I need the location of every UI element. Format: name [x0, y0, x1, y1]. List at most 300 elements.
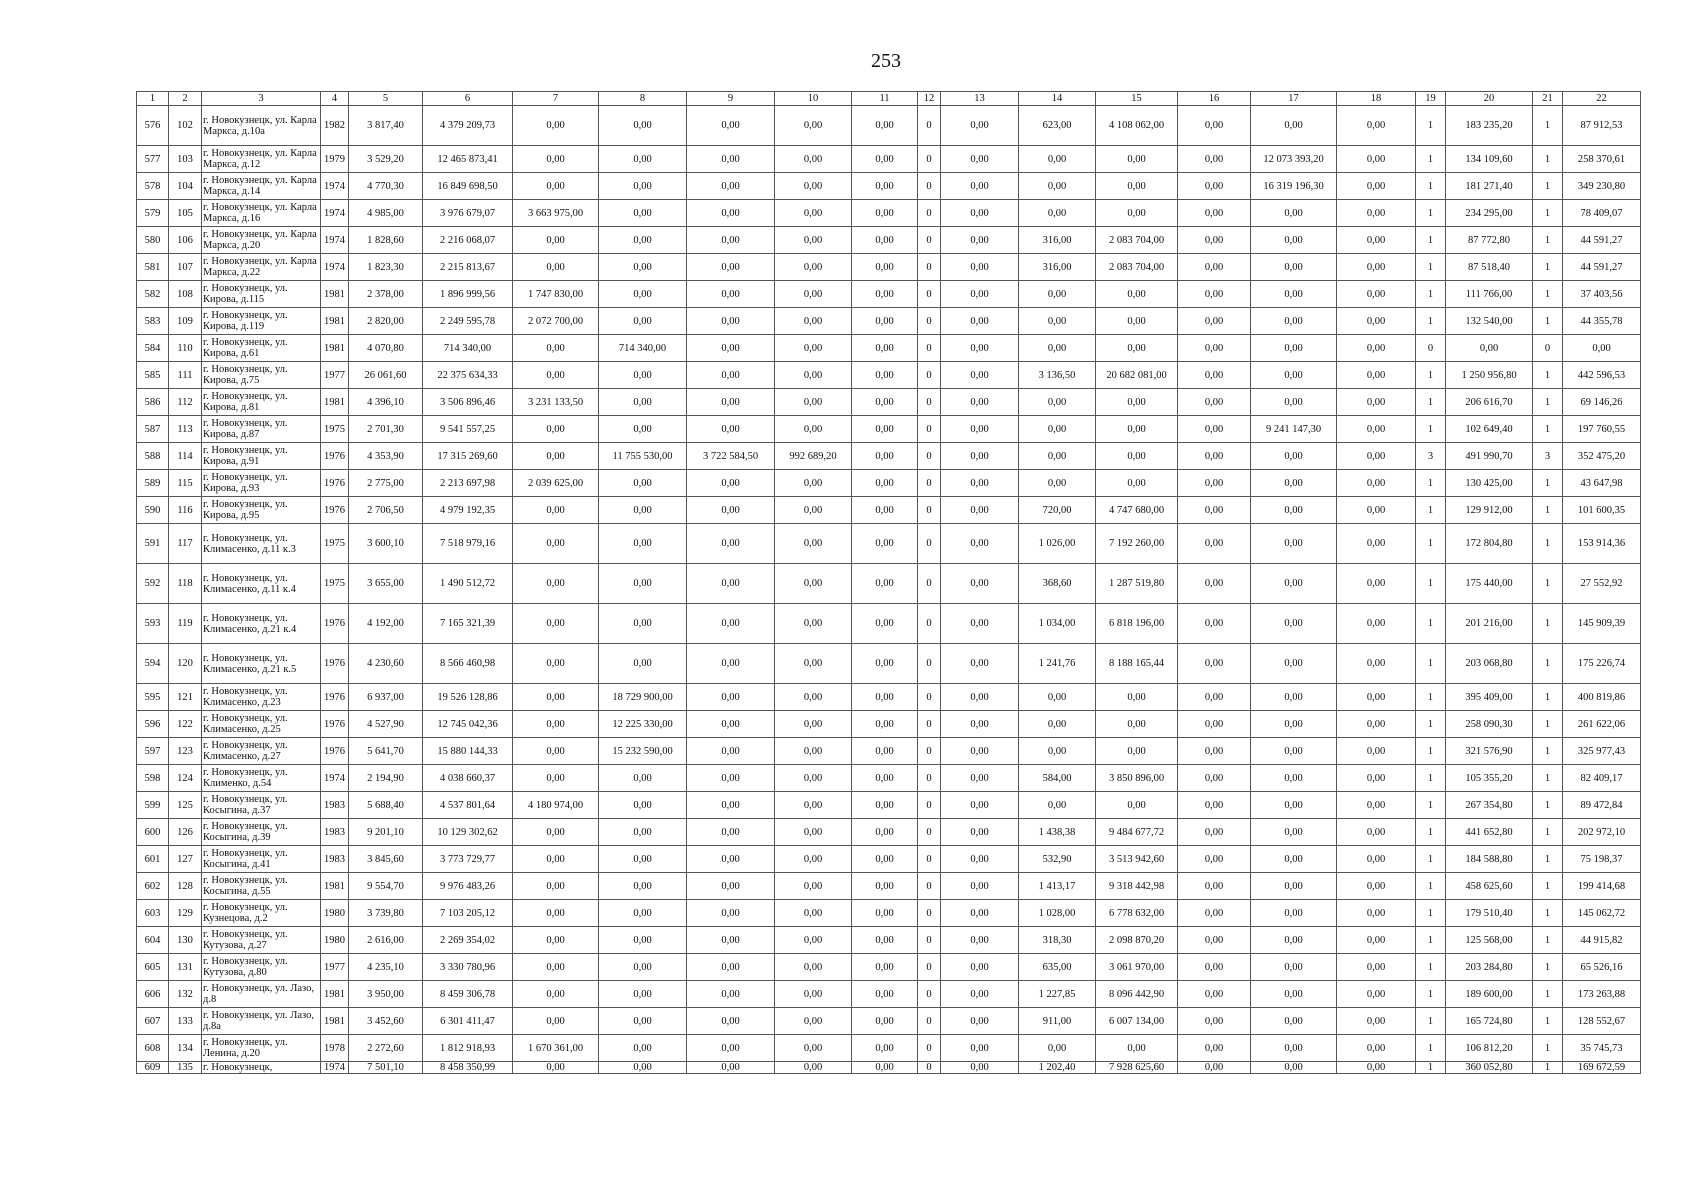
table-cell: 4 038 660,37: [423, 765, 513, 792]
table-cell: 1: [1533, 227, 1563, 254]
address-cell: г. Новокузнецк, ул. Кирова, д.93: [202, 470, 321, 497]
table-cell: 1: [1533, 497, 1563, 524]
table-cell: 0,00: [1019, 711, 1096, 738]
table-cell: 134 109,60: [1446, 146, 1533, 173]
table-cell: 0,00: [513, 254, 599, 281]
table-cell: 580: [137, 227, 169, 254]
table-cell: 0,00: [599, 927, 687, 954]
table-cell: 8 566 460,98: [423, 644, 513, 684]
table-cell: 0,00: [513, 765, 599, 792]
table-cell: 0,00: [1563, 335, 1641, 362]
table-cell: 0: [918, 106, 941, 146]
table-cell: 5 641,70: [349, 738, 423, 765]
table-cell: 1 202,40: [1019, 1062, 1096, 1074]
table-cell: 0,00: [1096, 146, 1178, 173]
table-cell: 0: [918, 981, 941, 1008]
table-cell: 0,00: [1178, 416, 1251, 443]
table-cell: 1974: [321, 227, 349, 254]
table-cell: 0,00: [775, 900, 852, 927]
table-cell: 0,00: [513, 416, 599, 443]
table-cell: 15 232 590,00: [599, 738, 687, 765]
table-cell: 18 729 900,00: [599, 684, 687, 711]
table-cell: 0,00: [941, 765, 1019, 792]
table-cell: 579: [137, 200, 169, 227]
table-cell: 0: [918, 308, 941, 335]
table-cell: 1: [1416, 1062, 1446, 1074]
table-cell: 532,90: [1019, 846, 1096, 873]
table-cell: 4 979 192,35: [423, 497, 513, 524]
column-header: 15: [1096, 92, 1178, 106]
table-cell: 0,00: [1251, 1008, 1337, 1035]
table-cell: 132: [169, 981, 202, 1008]
table-cell: 0,00: [1251, 524, 1337, 564]
table-cell: 1983: [321, 792, 349, 819]
table-cell: 65 526,16: [1563, 954, 1641, 981]
table-cell: 0,00: [1251, 227, 1337, 254]
table-cell: 173 263,88: [1563, 981, 1641, 1008]
table-cell: 3 663 975,00: [513, 200, 599, 227]
column-header: 2: [169, 92, 202, 106]
column-header: 18: [1337, 92, 1416, 106]
table-body: [137, 106, 1641, 1074]
table-cell: 113: [169, 416, 202, 443]
table-cell: 585: [137, 362, 169, 389]
table-cell: 604: [137, 927, 169, 954]
table-cell: 590: [137, 497, 169, 524]
table-cell: 0,00: [687, 604, 775, 644]
table-cell: 0,00: [941, 1062, 1019, 1074]
table-cell: 0,00: [941, 308, 1019, 335]
table-cell: 0: [918, 738, 941, 765]
table-cell: 0,00: [1178, 1008, 1251, 1035]
address-cell: г. Новокузнецк, ул. Клименко, д.54: [202, 765, 321, 792]
table-cell: 1: [1416, 873, 1446, 900]
table-cell: 1: [1533, 765, 1563, 792]
table-cell: 1: [1416, 927, 1446, 954]
address-cell: г. Новокузнецк, ул. Кирова, д.61: [202, 335, 321, 362]
table-cell: 1981: [321, 1008, 349, 1035]
table-cell: 0,00: [1337, 1062, 1416, 1074]
table-cell: 4 770,30: [349, 173, 423, 200]
table-cell: 1976: [321, 684, 349, 711]
table-cell: 4 230,60: [349, 644, 423, 684]
table-cell: 0,00: [1096, 684, 1178, 711]
column-header: 11: [852, 92, 918, 106]
table-cell: 2 216 068,07: [423, 227, 513, 254]
address-cell: г. Новокузнецк, ул. Кирова, д.75: [202, 362, 321, 389]
table-cell: 109: [169, 308, 202, 335]
table-cell: 0,00: [1337, 254, 1416, 281]
table-cell: 112: [169, 389, 202, 416]
column-header: 9: [687, 92, 775, 106]
table-cell: 1981: [321, 281, 349, 308]
page-number: 253: [871, 50, 901, 72]
table-cell: 1: [1533, 684, 1563, 711]
table-cell: 0,00: [1251, 308, 1337, 335]
table-cell: 129: [169, 900, 202, 927]
table-cell: 0,00: [1178, 254, 1251, 281]
table-cell: 153 914,36: [1563, 524, 1641, 564]
table-cell: 125 568,00: [1446, 927, 1533, 954]
table-cell: 1: [1533, 146, 1563, 173]
table-cell: 6 818 196,00: [1096, 604, 1178, 644]
table-cell: 0,00: [852, 470, 918, 497]
table-cell: 3 330 780,96: [423, 954, 513, 981]
table-cell: 0,00: [687, 335, 775, 362]
table-cell: 6 937,00: [349, 684, 423, 711]
table-cell: 4 379 209,73: [423, 106, 513, 146]
table-cell: 7 192 260,00: [1096, 524, 1178, 564]
table-cell: 0,00: [941, 1035, 1019, 1062]
table-cell: 0,00: [1337, 738, 1416, 765]
table-cell: 9 554,70: [349, 873, 423, 900]
table-cell: 78 409,07: [1563, 200, 1641, 227]
table-cell: 3 817,40: [349, 106, 423, 146]
table-cell: 0,00: [513, 497, 599, 524]
table-cell: 35 745,73: [1563, 1035, 1641, 1062]
housing-registry-table: [136, 91, 1641, 1074]
table-cell: 1: [1416, 644, 1446, 684]
table-cell: 0,00: [1251, 443, 1337, 470]
table-row: [137, 389, 1641, 416]
table-cell: 27 552,92: [1563, 564, 1641, 604]
table-row: [137, 106, 1641, 146]
table-cell: 1974: [321, 200, 349, 227]
table-row: [137, 227, 1641, 254]
table-cell: 0,00: [1178, 1062, 1251, 1074]
table-cell: 0,00: [1337, 200, 1416, 227]
table-cell: 2 775,00: [349, 470, 423, 497]
table-row: [137, 497, 1641, 524]
table-cell: 1: [1416, 711, 1446, 738]
table-cell: 0: [1533, 335, 1563, 362]
column-header: 22: [1563, 92, 1641, 106]
address-cell: г. Новокузнецк, ул. Ленина, д.20: [202, 1035, 321, 1062]
table-cell: 458 625,60: [1446, 873, 1533, 900]
table-cell: 129 912,00: [1446, 497, 1533, 524]
table-cell: 106 812,20: [1446, 1035, 1533, 1062]
table-cell: 3 739,80: [349, 900, 423, 927]
table-cell: 0,00: [1337, 604, 1416, 644]
table-cell: 0,00: [599, 1035, 687, 1062]
table-cell: 0,00: [1019, 792, 1096, 819]
table-cell: 0,00: [513, 981, 599, 1008]
table-cell: 119: [169, 604, 202, 644]
column-header: 13: [941, 92, 1019, 106]
table-cell: 0,00: [1337, 281, 1416, 308]
table-cell: 3 950,00: [349, 981, 423, 1008]
table-cell: 594: [137, 644, 169, 684]
table-cell: 0,00: [687, 792, 775, 819]
table-cell: 0,00: [599, 564, 687, 604]
table-cell: 4 396,10: [349, 389, 423, 416]
table-row: [137, 1008, 1641, 1035]
table-cell: 0,00: [513, 604, 599, 644]
table-cell: 395 409,00: [1446, 684, 1533, 711]
table-cell: 0,00: [775, 711, 852, 738]
table-cell: 1975: [321, 564, 349, 604]
table-cell: 0,00: [513, 846, 599, 873]
table-cell: 44 915,82: [1563, 927, 1641, 954]
table-cell: 183 235,20: [1446, 106, 1533, 146]
table-cell: 1976: [321, 443, 349, 470]
table-cell: 0: [918, 873, 941, 900]
table-cell: 0,00: [599, 873, 687, 900]
table-cell: 0,00: [513, 524, 599, 564]
table-cell: 368,60: [1019, 564, 1096, 604]
table-cell: 0,00: [599, 900, 687, 927]
table-row: [137, 792, 1641, 819]
table-cell: 0,00: [941, 954, 1019, 981]
table-cell: 0,00: [687, 711, 775, 738]
table-cell: 0,00: [1337, 644, 1416, 684]
table-cell: 134: [169, 1035, 202, 1062]
table-cell: 184 588,80: [1446, 846, 1533, 873]
table-cell: 0,00: [852, 362, 918, 389]
table-cell: 0: [918, 564, 941, 604]
table-cell: 0,00: [1251, 106, 1337, 146]
table-cell: 0,00: [1337, 1035, 1416, 1062]
table-cell: 0,00: [852, 900, 918, 927]
table-cell: 179 510,40: [1446, 900, 1533, 927]
table-cell: 128 552,67: [1563, 1008, 1641, 1035]
table-cell: 0,00: [852, 792, 918, 819]
table-cell: 0,00: [1337, 846, 1416, 873]
table-cell: 0,00: [852, 281, 918, 308]
table-cell: 0,00: [599, 173, 687, 200]
table-cell: 609: [137, 1062, 169, 1074]
column-header: 10: [775, 92, 852, 106]
table-cell: 400 819,86: [1563, 684, 1641, 711]
table-cell: 588: [137, 443, 169, 470]
table-cell: 578: [137, 173, 169, 200]
address-cell: г. Новокузнецк, ул. Лазо, д.8а: [202, 1008, 321, 1035]
table-cell: 124: [169, 765, 202, 792]
table-cell: 1: [1416, 470, 1446, 497]
table-cell: 0,00: [941, 497, 1019, 524]
table-cell: 1: [1416, 227, 1446, 254]
table-cell: 0,00: [599, 765, 687, 792]
table-cell: 1976: [321, 738, 349, 765]
table-cell: 0,00: [687, 564, 775, 604]
address-cell: г. Новокузнецк, ул. Климасенко, д.11 к.4: [202, 564, 321, 604]
table-cell: 3 722 584,50: [687, 443, 775, 470]
table-cell: 0,00: [1096, 792, 1178, 819]
column-header: 4: [321, 92, 349, 106]
table-cell: 0,00: [513, 146, 599, 173]
table-cell: 0: [918, 819, 941, 846]
table-cell: 0,00: [1251, 362, 1337, 389]
table-cell: 0,00: [1337, 564, 1416, 604]
table-cell: 175 226,74: [1563, 644, 1641, 684]
table-cell: 1: [1416, 846, 1446, 873]
table-cell: 0,00: [775, 308, 852, 335]
table-cell: 0,00: [852, 389, 918, 416]
table-cell: 0,00: [1337, 416, 1416, 443]
table-cell: 4 353,90: [349, 443, 423, 470]
address-cell: г. Новокузнецк, ул. Карла Маркса, д.22: [202, 254, 321, 281]
table-cell: 2 616,00: [349, 927, 423, 954]
table-row: [137, 416, 1641, 443]
table-cell: 0: [918, 416, 941, 443]
table-row: [137, 1062, 1641, 1074]
table-cell: 0,00: [1096, 389, 1178, 416]
table-cell: 0,00: [852, 738, 918, 765]
table-cell: 0,00: [1019, 416, 1096, 443]
table-cell: 0,00: [1337, 497, 1416, 524]
table-cell: 0,00: [941, 106, 1019, 146]
address-cell: г. Новокузнецк, ул. Кирова, д.87: [202, 416, 321, 443]
table-cell: 0,00: [513, 173, 599, 200]
table-cell: 1: [1416, 900, 1446, 927]
table-cell: 0,00: [1019, 308, 1096, 335]
table-cell: 0,00: [775, 954, 852, 981]
table-cell: 0,00: [599, 106, 687, 146]
table-cell: 1: [1533, 900, 1563, 927]
table-cell: 258 370,61: [1563, 146, 1641, 173]
table-cell: 0: [918, 765, 941, 792]
table-cell: 16 319 196,30: [1251, 173, 1337, 200]
table-cell: 0,00: [599, 644, 687, 684]
table-cell: 118: [169, 564, 202, 604]
table-cell: 0,00: [1178, 846, 1251, 873]
table-cell: 0: [918, 684, 941, 711]
table-cell: 1975: [321, 416, 349, 443]
table-cell: 1976: [321, 644, 349, 684]
table-cell: 576: [137, 106, 169, 146]
table-cell: 0,00: [941, 738, 1019, 765]
column-header: 14: [1019, 92, 1096, 106]
table-cell: 0,00: [1337, 900, 1416, 927]
table-cell: 7 518 979,16: [423, 524, 513, 564]
table-cell: 0,00: [941, 524, 1019, 564]
table-cell: 0,00: [852, 335, 918, 362]
table-cell: 0,00: [1096, 173, 1178, 200]
table-cell: 0,00: [1251, 254, 1337, 281]
table-cell: 0,00: [599, 416, 687, 443]
table-cell: 0,00: [852, 644, 918, 684]
table-cell: 7 165 321,39: [423, 604, 513, 644]
table-cell: 0,00: [852, 765, 918, 792]
table-cell: 0,00: [1096, 200, 1178, 227]
table-cell: 0,00: [1337, 443, 1416, 470]
table-cell: 0,00: [1337, 173, 1416, 200]
address-cell: г. Новокузнецк, ул. Кутузова, д.27: [202, 927, 321, 954]
table-cell: 1: [1533, 200, 1563, 227]
table-cell: 9 976 483,26: [423, 873, 513, 900]
table-cell: 589: [137, 470, 169, 497]
table-cell: 0,00: [852, 819, 918, 846]
table-cell: 1: [1416, 1008, 1446, 1035]
table-cell: 582: [137, 281, 169, 308]
table-cell: 0,00: [1178, 738, 1251, 765]
table-cell: 0,00: [599, 819, 687, 846]
table-cell: 2 083 704,00: [1096, 227, 1178, 254]
table-cell: 0,00: [941, 927, 1019, 954]
table-cell: 1 490 512,72: [423, 564, 513, 604]
table-cell: 1 227,85: [1019, 981, 1096, 1008]
table-row: [137, 564, 1641, 604]
table-cell: 2 249 595,78: [423, 308, 513, 335]
table-cell: 1 241,76: [1019, 644, 1096, 684]
table-cell: 0,00: [1337, 765, 1416, 792]
table-cell: 584,00: [1019, 765, 1096, 792]
table-cell: 4 192,00: [349, 604, 423, 644]
table-cell: 0,00: [852, 254, 918, 281]
table-cell: 1 896 999,56: [423, 281, 513, 308]
table-cell: 0: [918, 1062, 941, 1074]
table-cell: 130: [169, 927, 202, 954]
table-cell: 116: [169, 497, 202, 524]
table-cell: 0,00: [775, 173, 852, 200]
table-cell: 0,00: [599, 146, 687, 173]
table-cell: 0,00: [687, 900, 775, 927]
column-number-header-row: [137, 92, 1641, 106]
column-header: 8: [599, 92, 687, 106]
table-cell: 0,00: [775, 254, 852, 281]
table-cell: 1977: [321, 954, 349, 981]
table-cell: 0,00: [775, 927, 852, 954]
table-cell: 1: [1416, 792, 1446, 819]
table-cell: 0: [918, 954, 941, 981]
table-cell: 0,00: [941, 227, 1019, 254]
table-cell: 605: [137, 954, 169, 981]
table-cell: 0,00: [513, 684, 599, 711]
table-cell: 0: [918, 497, 941, 524]
table-cell: 0,00: [687, 1035, 775, 1062]
table-cell: 0,00: [941, 389, 1019, 416]
table-cell: 0,00: [1178, 900, 1251, 927]
table-cell: 0: [918, 254, 941, 281]
table-cell: 0,00: [1337, 362, 1416, 389]
table-cell: 12 465 873,41: [423, 146, 513, 173]
table-cell: 1 250 956,80: [1446, 362, 1533, 389]
table-row: [137, 254, 1641, 281]
table-cell: 87 772,80: [1446, 227, 1533, 254]
table-cell: 1: [1416, 389, 1446, 416]
table-cell: 2 039 625,00: [513, 470, 599, 497]
table-cell: 0: [918, 443, 941, 470]
table-cell: 1983: [321, 819, 349, 846]
table-row: [137, 765, 1641, 792]
table-cell: 0,00: [1337, 792, 1416, 819]
table-cell: 2 706,50: [349, 497, 423, 524]
table-cell: 2 072 700,00: [513, 308, 599, 335]
table-cell: 0,00: [941, 281, 1019, 308]
table-cell: 0,00: [599, 604, 687, 644]
table-cell: 0,00: [687, 362, 775, 389]
table-cell: 1: [1533, 981, 1563, 1008]
table-cell: 0,00: [775, 1008, 852, 1035]
table-cell: 3 529,20: [349, 146, 423, 173]
table-cell: 44 591,27: [1563, 254, 1641, 281]
table-cell: 3 976 679,07: [423, 200, 513, 227]
table-cell: 0: [918, 335, 941, 362]
table-cell: 360 052,80: [1446, 1062, 1533, 1074]
table-cell: 0,00: [941, 792, 1019, 819]
table-cell: 3 452,60: [349, 1008, 423, 1035]
table-cell: 0,00: [852, 954, 918, 981]
table-row: [137, 711, 1641, 738]
table-cell: 0: [918, 470, 941, 497]
table-cell: 1: [1416, 738, 1446, 765]
table-cell: 0,00: [599, 497, 687, 524]
table-cell: 0,00: [1178, 335, 1251, 362]
table-row: [137, 443, 1641, 470]
table-cell: 0,00: [1019, 200, 1096, 227]
table-cell: 0,00: [852, 146, 918, 173]
table-cell: 3: [1533, 443, 1563, 470]
